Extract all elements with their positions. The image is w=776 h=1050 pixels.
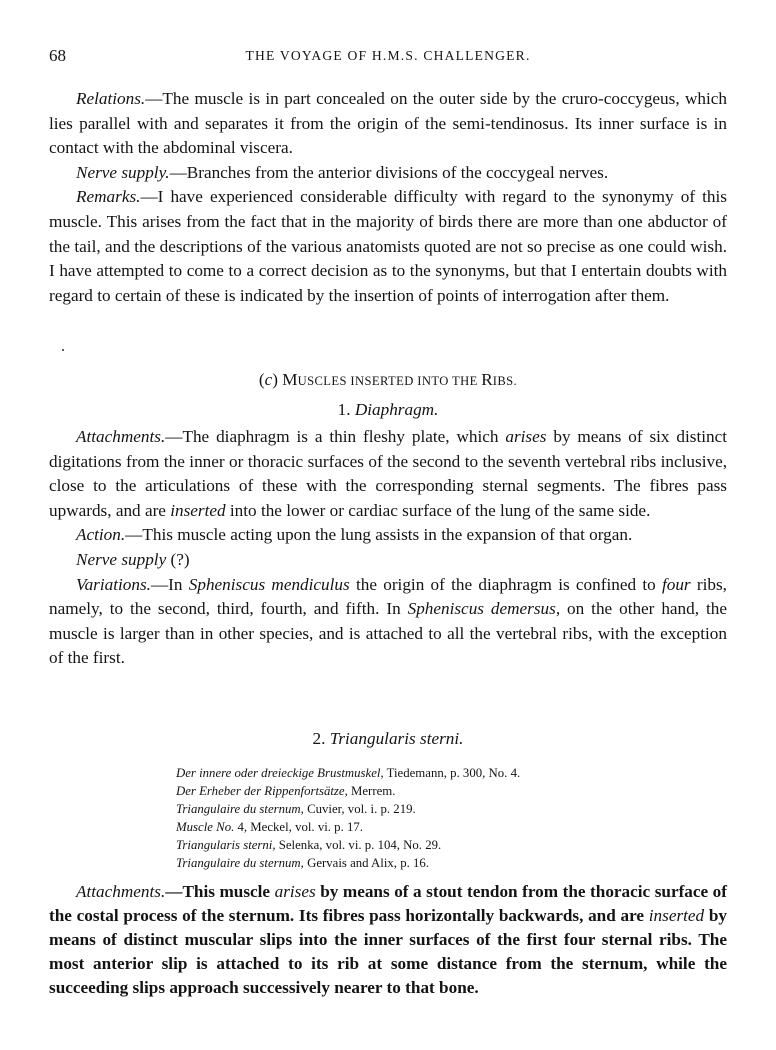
italic-species-2: Spheniscus demersus,: [407, 599, 561, 619]
label-attachments-2: Attachments.: [76, 882, 166, 901]
text-relations: —The muscle is in part concealed on the outer side by the cruro-coccygeus, which lies parallel with and separates it from the origin of the semi-tendinosus. Its inner surface is in contact with the abdominal viscera.: [49, 89, 727, 158]
text-remarks: —I have experienced considerable difficulty with regard to the synonymy of this muscle. This arises from the fact that in the majority of birds there are more than one abductor of the tail, and the descriptions of the various anatomists quoted are not so precise as one could wish. I have attempted to come to a correct decision as to the synonyms, but that I entertain doubts with regard to certain of these is indicated by the insertion of points of interrogation after them.: [49, 187, 727, 305]
synonym-ref: Tiedemann, p. 300, No. 4.: [383, 766, 521, 780]
text-attach-2c: by means of distinct muscular slips into the inner surfaces of the first four sternal ribs. The most anterior slip is attached to its rib at some distance from the sternum, while the succeeding slips approach successively nearer to that bone.: [49, 906, 728, 997]
paragraph-variations: [49, 573, 727, 671]
paragraph-nerve-supply: [49, 161, 727, 186]
text-var-d: on the other hand, the muscle is larger than in other species, and is attached to all the vertebral ribs, with the exception of the first.: [49, 599, 727, 668]
paragraph-nerve-supply-2: [49, 548, 727, 573]
text-attach-1c: into the lower or cardiac surface of the lung of the same side.: [225, 500, 651, 520]
synonym-name: Der innere oder dreieckige Brustmuskel,: [176, 766, 384, 780]
label-nerve-supply-2: Nerve supply: [76, 549, 167, 569]
subheading-1-number: 1.: [337, 400, 355, 419]
text-action: —This muscle acting upon the lung assists in the expansion of that organ.: [125, 525, 633, 545]
text-var-b: the origin of the diaphragm is confined to: [349, 574, 662, 594]
text-nerve-supply-2: (?): [166, 549, 190, 569]
synonym-ref: Merrem.: [347, 784, 396, 798]
italic-four: four: [661, 574, 691, 594]
synonym-ref: Gervais and Alix, p. 16.: [303, 856, 429, 870]
label-action: Action.: [76, 525, 126, 545]
synonym-entry: [176, 836, 676, 854]
paragraph-attachments-diaphragm: [49, 425, 727, 523]
synonym-entry: [176, 800, 676, 818]
synonym-list: [176, 764, 676, 872]
italic-inserted-1: inserted: [170, 500, 226, 520]
stray-mark: [62, 349, 64, 351]
page-number: 68: [49, 46, 66, 65]
italic-inserted-2: inserted: [648, 906, 705, 925]
synonym-ref: 4, Meckel, vol. vi. p. 17.: [234, 820, 363, 834]
synonym-name: Triangularis sterni,: [176, 838, 276, 852]
text-block-triangularis: [49, 880, 727, 1000]
heading-c-smallcaps-1: USCLES INSERTED INTO THE: [297, 374, 482, 388]
synonym-entry: [176, 818, 676, 836]
section-heading-c: [49, 368, 727, 393]
synonym-ref: Selenka, vol. vi. p. 104, No. 29.: [275, 838, 442, 852]
heading-c-close-paren: ): [272, 370, 278, 389]
synonym-entry: [176, 782, 676, 800]
synonym-entry: [176, 854, 676, 872]
heading-c-cap-r: R: [481, 370, 493, 389]
text-block-diaphragm: [49, 425, 727, 671]
text-var-a: —In: [150, 574, 189, 594]
paragraph-relations: [49, 87, 727, 161]
text-nerve-supply: —Branches from the anterior divisions of the coccygeal nerves.: [169, 162, 609, 182]
subheading-2-title: Triangularis sterni.: [329, 729, 464, 748]
subheading-1-title: Diaphragm.: [354, 400, 439, 419]
synonym-name: Triangulaire du sternum,: [176, 856, 304, 870]
italic-arises-1: arises: [505, 427, 547, 446]
heading-c-letter: c: [264, 370, 273, 389]
synonym-entry: [176, 764, 676, 782]
italic-arises-2: arises: [274, 882, 316, 901]
heading-c-cap-m: M: [282, 370, 298, 389]
label-variations: Variations.: [76, 574, 151, 594]
paragraph-attachments-triangularis: [49, 880, 727, 1000]
subheading-diaphragm: [49, 398, 727, 422]
synonym-ref: Cuvier, vol. i. p. 219.: [303, 802, 416, 816]
paragraph-action: [49, 523, 727, 548]
text-attach-2a: —This muscle: [165, 882, 275, 901]
heading-c-open-paren: (: [258, 370, 265, 389]
text-attach-2b: by means of a stout tendon from the thoracic surface of the costal process of the sternum. Its fibres pass horizontally backwards, and are: [49, 882, 727, 925]
italic-species-1: Spheniscus mendiculus: [188, 574, 350, 594]
text-var-c: ribs, namely, to the second, third, fourth, and fifth. In: [49, 574, 727, 619]
paragraph-remarks: [49, 185, 727, 308]
text-block-relations: [49, 87, 727, 308]
subheading-2-number: 2.: [312, 729, 330, 748]
synonym-name: Triangulaire du sternum,: [176, 802, 304, 816]
synonym-name: Der Erheber der Rippenfortsätze,: [176, 784, 348, 798]
label-attachments-1: Attachments.: [76, 427, 166, 446]
heading-c-smallcaps-2: IBS.: [492, 374, 518, 388]
running-title: THE VOYAGE OF H.M.S. CHALLENGER.: [245, 48, 531, 63]
label-nerve-supply: Nerve supply.: [76, 162, 170, 182]
label-remarks: Remarks.: [76, 187, 141, 207]
text-attach-1b: by means of six distinct digitations from the inner or thoracic surfaces of the second to the seventh vertebral ribs inclusive, close to the articulations of these with the corresponding sternal segments. The fibres pass upwards, and are: [49, 427, 728, 520]
text-attach-1a: —The diaphragm is a thin fleshy plate, which: [165, 427, 506, 446]
synonym-name: Muscle No.: [176, 820, 235, 834]
page-header: [49, 46, 727, 70]
label-relations: Relations.: [76, 89, 146, 108]
subheading-triangularis: [49, 727, 727, 751]
